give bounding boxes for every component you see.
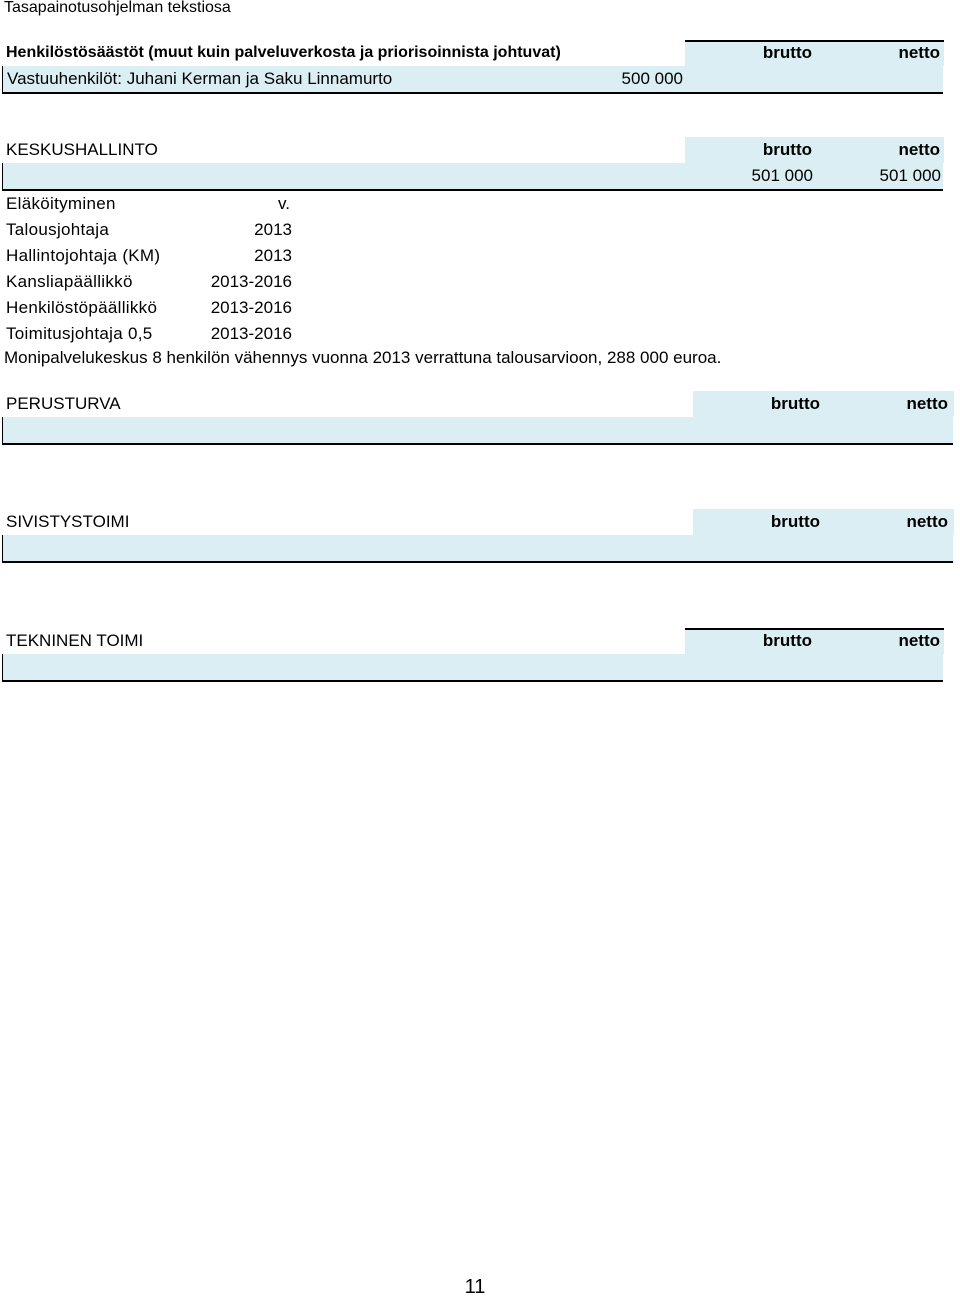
col-brutto: brutto xyxy=(762,140,812,159)
list-item: Kansliapäällikkö xyxy=(6,272,133,291)
col-brutto: brutto xyxy=(762,631,812,650)
list-item: Talousjohtaja xyxy=(6,220,110,239)
list-item: Toimitusjohtaja 0,5 xyxy=(6,324,153,343)
sivistystoimi-header-row xyxy=(2,509,954,535)
list-title: Eläköityminen xyxy=(6,194,116,213)
col-netto: netto xyxy=(898,631,940,650)
keskushallinto-header-row xyxy=(2,137,944,163)
responsible-persons: Vastuuhenkilöt: Juhani Kerman ja Saku Linnamurto xyxy=(7,69,393,88)
list-item-year: 2013 xyxy=(254,220,292,239)
brutto-value: 501 000 xyxy=(751,166,813,185)
col-brutto: brutto xyxy=(762,43,812,62)
section-sivistystoimi xyxy=(2,509,954,563)
netto-value: 501 000 xyxy=(879,166,941,185)
col-brutto: brutto xyxy=(770,394,820,413)
amount-value: 500 000 xyxy=(621,69,683,88)
henkilosto-responsible-row xyxy=(2,66,943,94)
page-number: 11 xyxy=(464,1276,486,1298)
col-netto: netto xyxy=(906,394,948,413)
perusturva-values-row xyxy=(2,417,953,445)
tekninen-values-row xyxy=(2,654,943,682)
list-item-year: 2013-2016 xyxy=(210,298,292,317)
perusturva-header-row xyxy=(2,391,954,417)
list-item-year: 2013 xyxy=(254,246,292,265)
col-netto: netto xyxy=(906,512,948,531)
section-heading: TEKNINEN TOIMI xyxy=(6,631,144,650)
document-title: Tasapainotusohjelman tekstiosa xyxy=(4,0,231,16)
sivistystoimi-values-row xyxy=(2,535,953,563)
col-netto: netto xyxy=(898,140,940,159)
section-heading: SIVISTYSTOIMI xyxy=(6,512,130,531)
list-item: Henkilöstöpäällikkö xyxy=(6,298,158,317)
list-item-year: 2013-2016 xyxy=(210,272,292,291)
section-perusturva xyxy=(2,391,954,445)
section-keskushallinto xyxy=(2,137,944,377)
section-heading: PERUSTURVA xyxy=(6,394,121,413)
keskushallinto-values-row xyxy=(2,163,943,191)
henkilosto-header-row xyxy=(2,40,944,66)
year-header: v. xyxy=(278,194,290,213)
list-item-year: 2013-2016 xyxy=(210,324,292,343)
section-heading: Henkilöstösäästöt (muut kuin palveluverkosta ja priorisoinnista johtuvat) xyxy=(6,44,561,61)
section-tekninen xyxy=(2,628,944,684)
section-henkilosto xyxy=(2,40,944,94)
tekninen-header-row xyxy=(2,628,944,654)
col-brutto: brutto xyxy=(770,512,820,531)
section-note: Monipalvelukeskus 8 henkilön vähennys vuonna 2013 verrattuna talousarvioon, 288 000 euroa. xyxy=(4,348,722,367)
col-netto: netto xyxy=(898,43,940,62)
section-heading: KESKUSHALLINTO xyxy=(6,140,158,159)
list-item: Hallintojohtaja (KM) xyxy=(6,246,161,265)
